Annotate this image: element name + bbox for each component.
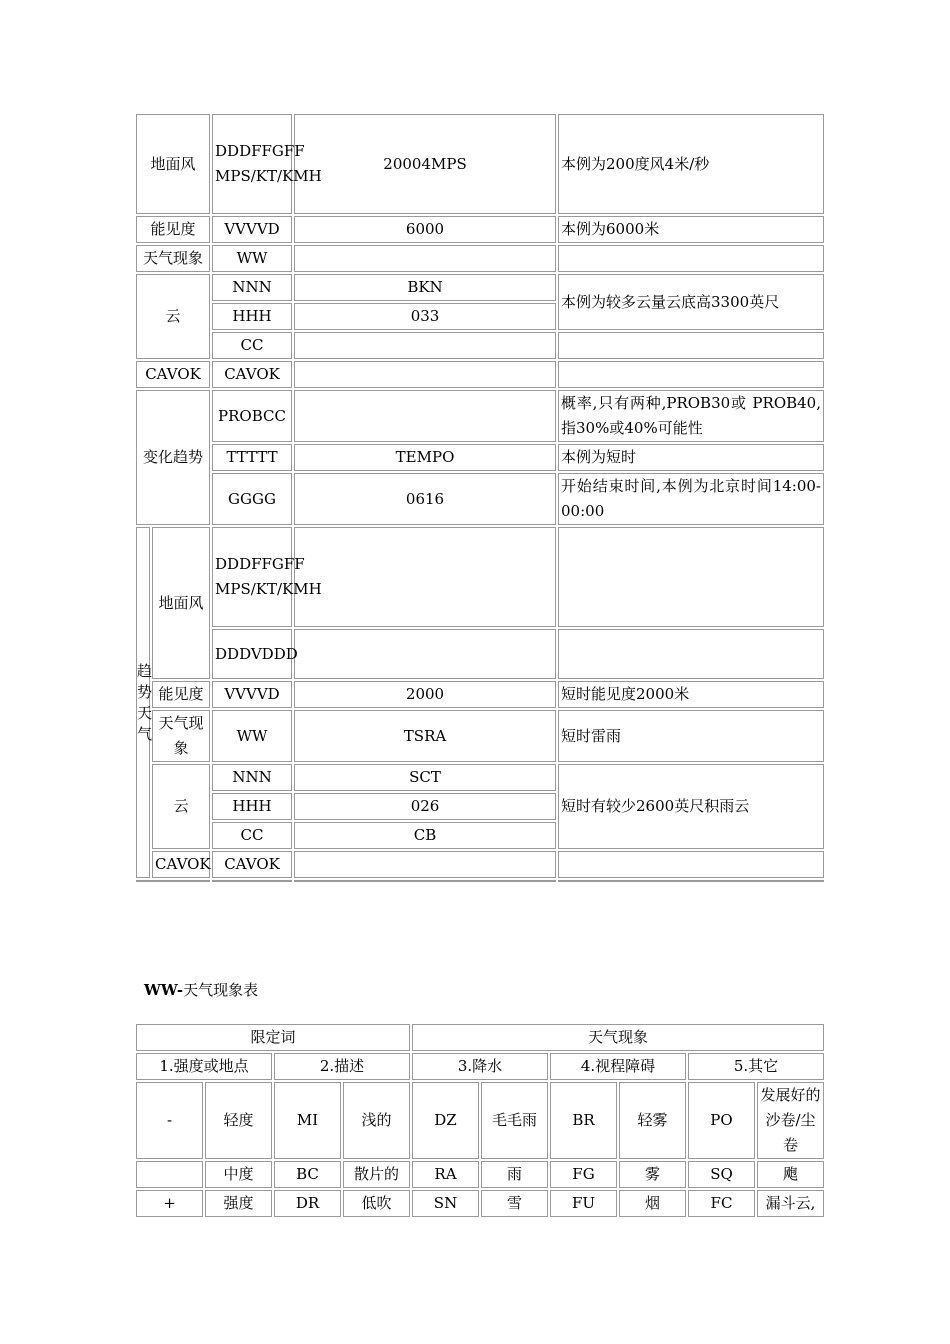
code-cell: CC — [212, 822, 292, 849]
code-cell: CAVOK — [212, 361, 292, 388]
example-cell: 0616 — [294, 473, 556, 525]
table-header-row — [136, 1024, 824, 1051]
example-cell: 20004MPS — [294, 114, 556, 214]
element-cell: 变化趋势 — [136, 390, 210, 525]
code-cell: DDDFFGFF MPS/KT/KMH — [212, 527, 292, 627]
code-cell: CAVOK — [212, 851, 292, 878]
header-cell: 1.强度或地点 — [136, 1053, 272, 1080]
note-cell: 短时能见度2000米 — [558, 681, 824, 708]
table-row — [136, 880, 824, 882]
example-cell: TSRA — [294, 710, 556, 762]
element-cell: 云 — [152, 764, 210, 849]
note-cell: 概率,只有两种,PROB30或 PROB40,指30%或40%可能性 — [558, 390, 824, 442]
table-row — [136, 527, 824, 627]
element-cell: 天气现象 — [136, 245, 210, 272]
note-cell: 本例为200度风4米/秒 — [558, 114, 824, 214]
note-cell: 本例为6000米 — [558, 216, 824, 243]
table-row — [136, 473, 824, 525]
table-row — [136, 114, 824, 214]
note-cell: 短时有较少2600英尺积雨云 — [558, 764, 824, 849]
example-cell — [294, 390, 556, 442]
table-row — [136, 245, 824, 272]
note-cell: 本例为短时 — [558, 444, 824, 471]
code-cell: WW — [212, 710, 292, 762]
note-cell: 短时雷雨 — [558, 710, 824, 762]
table-cell: FG — [550, 1161, 617, 1188]
table-cell: + — [136, 1190, 203, 1217]
table-cell: RA — [412, 1161, 479, 1188]
code-cell: HHH — [212, 303, 292, 330]
header-cell: 限定词 — [136, 1024, 410, 1051]
table-cell: - — [136, 1082, 203, 1159]
code-cell: WW — [212, 245, 292, 272]
note-cell: 本例为较多云量云底高3300英尺 — [558, 274, 824, 330]
note-cell — [558, 332, 824, 359]
code-cell: NNN — [212, 764, 292, 791]
table-row — [136, 361, 824, 388]
table-row — [136, 216, 824, 243]
table-cell: SN — [412, 1190, 479, 1217]
trend-weather-text: 趋势天气 — [137, 661, 153, 743]
code-cell — [212, 880, 292, 882]
header-cell: 天气现象 — [412, 1024, 824, 1051]
code-cell: HHH — [212, 793, 292, 820]
table-cell: 散片的 — [343, 1161, 410, 1188]
note-cell — [558, 245, 824, 272]
example-cell — [294, 851, 556, 878]
element-cell: 地面风 — [152, 527, 210, 679]
table-cell: FU — [550, 1190, 617, 1217]
table-cell: FC — [688, 1190, 755, 1217]
table-cell: 毛毛雨 — [481, 1082, 548, 1159]
note-cell — [558, 629, 824, 679]
table-row — [136, 681, 824, 708]
table-row — [136, 629, 824, 679]
table-row — [136, 710, 824, 762]
table-cell: PO — [688, 1082, 755, 1159]
table-cell: 漏斗云, — [757, 1190, 824, 1217]
note-cell — [558, 851, 824, 878]
element-cell: 能见度 — [136, 216, 210, 243]
table-cell: 强度 — [205, 1190, 272, 1217]
table-row — [136, 1190, 824, 1217]
note-cell — [558, 527, 824, 627]
example-cell: 026 — [294, 793, 556, 820]
table-cell: MI — [274, 1082, 341, 1159]
note-cell — [558, 361, 824, 388]
example-cell: 033 — [294, 303, 556, 330]
example-cell — [294, 245, 556, 272]
table-row — [136, 1161, 824, 1188]
header-cell: 4.视程障碍 — [550, 1053, 686, 1080]
ww-table-title — [144, 978, 258, 1003]
table-cell — [136, 1161, 203, 1188]
example-cell — [294, 527, 556, 627]
element-cell: 地面风 — [136, 114, 210, 214]
note-cell — [558, 880, 824, 882]
table-cell: 雨 — [481, 1161, 548, 1188]
note-cell: 开始结束时间,本例为北京时间14:00-00:00 — [558, 473, 824, 525]
table-cell: 浅的 — [343, 1082, 410, 1159]
element-cell: 天气现象 — [152, 710, 210, 762]
header-cell: 2.描述 — [274, 1053, 410, 1080]
element-cell — [136, 880, 210, 882]
example-cell — [294, 332, 556, 359]
table-cell: BC — [274, 1161, 341, 1188]
example-cell: SCT — [294, 764, 556, 791]
table-cell: 中度 — [205, 1161, 272, 1188]
example-cell — [294, 361, 556, 388]
table-cell: 轻度 — [205, 1082, 272, 1159]
table-cell: 烟 — [619, 1190, 686, 1217]
table-row — [136, 764, 824, 791]
example-cell: 6000 — [294, 216, 556, 243]
table-cell: DR — [274, 1190, 341, 1217]
code-cell: CC — [212, 332, 292, 359]
table-row — [136, 851, 824, 878]
table-cell: BR — [550, 1082, 617, 1159]
table-row — [136, 1082, 824, 1159]
example-cell — [294, 880, 556, 882]
code-cell: VVVVD — [212, 681, 292, 708]
header-cell: 5.其它 — [688, 1053, 824, 1080]
ww-table-title-text: 天气现象表 — [183, 981, 259, 999]
table-row — [136, 274, 824, 301]
code-cell: VVVVD — [212, 216, 292, 243]
table-cell: 雪 — [481, 1190, 548, 1217]
table-cell: 低吹 — [343, 1190, 410, 1217]
table-row — [136, 332, 824, 359]
example-cell: 2000 — [294, 681, 556, 708]
table-row — [136, 444, 824, 471]
example-cell: TEMPO — [294, 444, 556, 471]
example-cell: CB — [294, 822, 556, 849]
metar-format-table — [134, 112, 826, 884]
code-cell: DDDFFGFF MPS/KT/KMH — [212, 114, 292, 214]
trend-weather-label — [136, 527, 153, 878]
example-cell — [294, 629, 556, 679]
code-cell: PROBCC — [212, 390, 292, 442]
table-header-row — [136, 1053, 824, 1080]
element-cell: CAVOK — [152, 851, 210, 878]
table-row — [136, 390, 824, 442]
weather-phenomena-table — [134, 1022, 826, 1219]
table-cell: 雾 — [619, 1161, 686, 1188]
code-cell: TTTTT — [212, 444, 292, 471]
table-cell: 发展好的沙卷/尘卷 — [757, 1082, 824, 1159]
code-cell: NNN — [212, 274, 292, 301]
code-cell: DDDVDDD — [212, 629, 292, 679]
code-cell: GGGG — [212, 473, 292, 525]
example-cell: BKN — [294, 274, 556, 301]
ww-table-title-code: WW- — [144, 981, 184, 999]
table-cell: DZ — [412, 1082, 479, 1159]
header-cell: 3.降水 — [412, 1053, 548, 1080]
table-cell: SQ — [688, 1161, 755, 1188]
table-cell: 轻雾 — [619, 1082, 686, 1159]
element-cell: CAVOK — [136, 361, 210, 388]
element-cell: 能见度 — [152, 681, 210, 708]
element-cell: 云 — [136, 274, 210, 359]
table-cell: 飑 — [757, 1161, 824, 1188]
